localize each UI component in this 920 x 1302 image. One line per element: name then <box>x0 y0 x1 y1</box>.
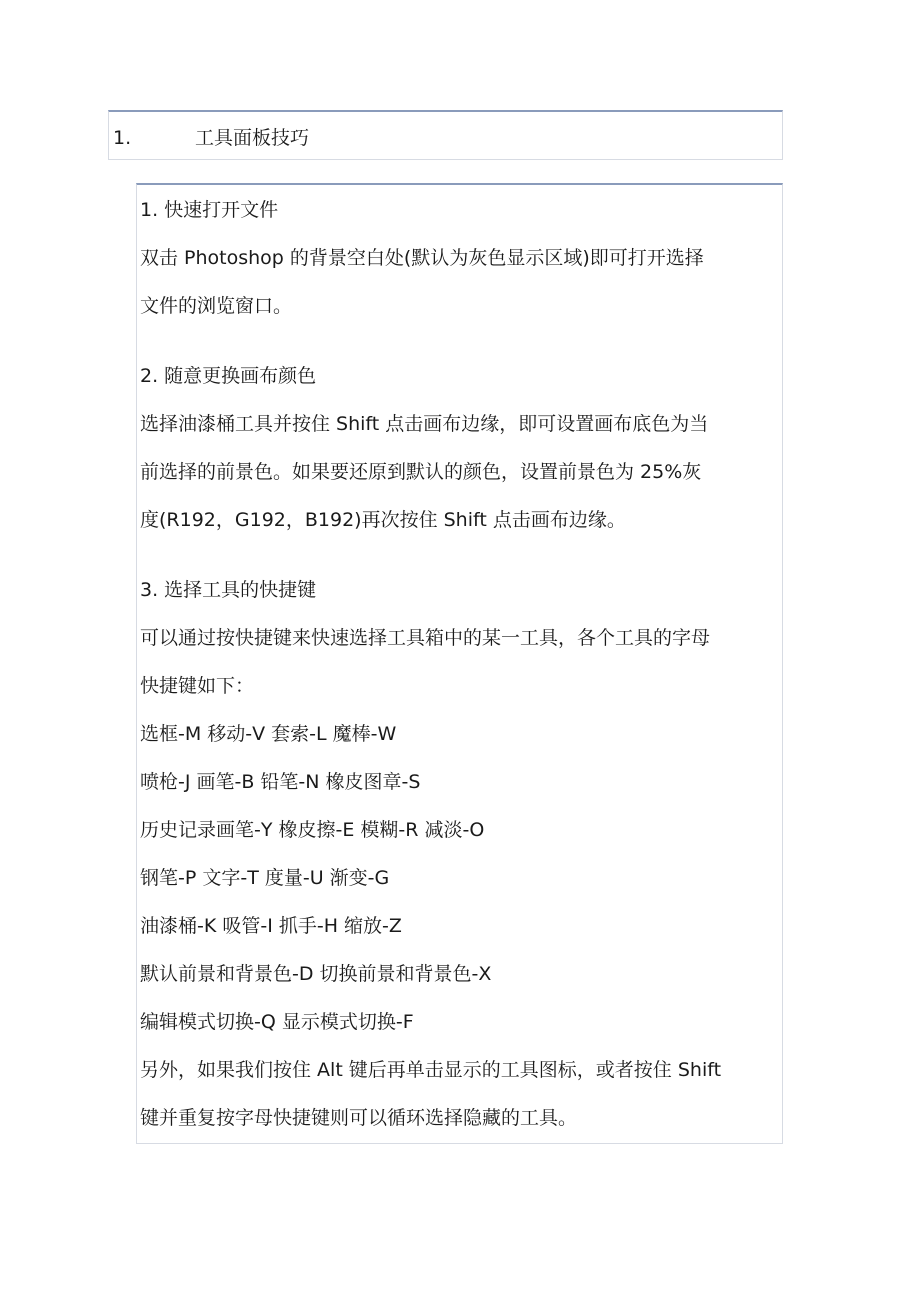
shortcut-line: 油漆桶-K 吸管-I 抓手-H 缩放-Z <box>140 915 402 937</box>
item-heading-1: 1. 快速打开文件 <box>140 199 279 221</box>
paragraph-line: 前选择的前景色。如果要还原到默认的颜色，设置前景色为 25%灰 <box>140 461 702 483</box>
shortcut-line: 历史记录画笔-Y 橡皮擦-E 模糊-R 减淡-O <box>140 819 485 841</box>
section-number: 1. <box>113 127 132 149</box>
paragraph-line: 可以通过按快捷键来快速选择工具箱中的某一工具，各个工具的字母 <box>140 627 711 649</box>
paragraph-line: 另外，如果我们按住 Alt 键后再单击显示的工具图标，或者按住 Shift <box>140 1059 722 1081</box>
shortcut-line: 默认前景和背景色-D 切换前景和背景色-X <box>140 963 492 985</box>
section-title: 工具面板技巧 <box>195 127 310 149</box>
paragraph-line: 双击 Photoshop 的背景空白处(默认为灰色显示区域)即可打开选择 <box>140 247 704 269</box>
section-heading-box <box>108 110 783 160</box>
paragraph-line: 快捷键如下： <box>140 675 255 697</box>
paragraph-line: 选择油漆桶工具并按住 Shift 点击画布边缘，即可设置画布底色为当 <box>140 413 709 435</box>
item-heading-2: 2. 随意更换画布颜色 <box>140 365 317 387</box>
content-text <box>140 196 782 1152</box>
paragraph-gap <box>140 340 782 362</box>
paragraph-gap <box>140 554 782 576</box>
shortcut-line: 选框-M 移动-V 套索-L 魔棒-W <box>140 723 397 745</box>
shortcut-line: 钢笔-P 文字-T 度量-U 渐变-G <box>140 867 390 889</box>
paragraph-line: 键并重复按字母快捷键则可以循环选择隐藏的工具。 <box>140 1107 578 1129</box>
shortcut-line: 编辑模式切换-Q 显示模式切换-F <box>140 1011 414 1033</box>
paragraph-line: 文件的浏览窗口。 <box>140 295 293 317</box>
item-heading-3: 3. 选择工具的快捷键 <box>140 579 317 601</box>
content-box <box>136 183 783 1144</box>
paragraph-line: 度(R192，G192，B192)再次按住 Shift 点击画布边缘。 <box>140 509 626 531</box>
shortcut-line: 喷枪-J 画笔-B 铅笔-N 橡皮图章-S <box>140 771 421 793</box>
